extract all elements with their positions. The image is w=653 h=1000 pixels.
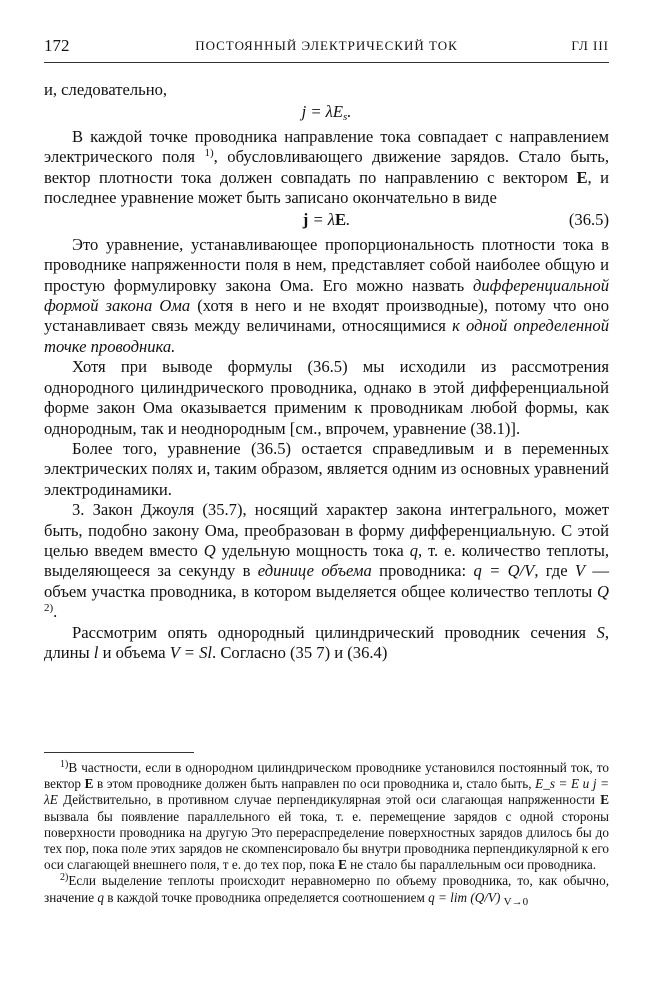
emphasis-differential-form: дифференциальной формой закона Ома — [44, 275, 609, 316]
paragraph-5: 3. Закон Джоуля (35.7), носящий характер закона интегрального, может быть, подобно закону Ома, преобразован в форму дифференциальную. С этой целью введем вместо Q удельную мощность тока q, т. е. количество теплоты, выделяющееся за секунду в единице объема проводника: q = Q/V, где V — объем участка проводника, в котором выделяется общее количество теплоты Q $^{2)}$. — [44, 500, 610, 622]
footnote-ref-1[interactable]: 1) — [204, 147, 214, 160]
footnote-divider — [44, 752, 194, 753]
chapter-label: ГЛ III — [571, 38, 609, 53]
equation-36-5: j = λE. (36.5) — [302, 210, 609, 230]
emphasis-one-point: к одной определенной точке проводника. — [44, 316, 609, 356]
footnote-2: $^{2)}$Если выделение теплоты происходит неравномерно по объему проводника, то, как обычно, значение q в каждой точке проводника определяется соотношением q = lim (Q/V) $_{V\to 0}$ — [44, 872, 609, 908]
paragraph-1: В каждой точке проводника направление тока совпадает с направлением электрического поля $^{1)}$, обусловливающего движение зарядов. Стало быть, вектор плотности тока должен совпадать по направлению с вектором E, и последнее уравнение может быть записано окончательно в виде — [44, 126, 609, 208]
footnote-1: $^{1)}$В частности, если в однородном цилиндрическом проводнике установился постоянный ток, то вектор E в этом проводнике должен быть направлен по оси проводника и, стало быть, E_s = E и j = λE Действительно, в противном случае перпендикулярная этой оси слагающая напряженности E вызвала бы появление параллельного ей тока, т. е. перемещение зарядов с одной стороны поверхности проводника на другую Это перераспределение поверхностных зарядов длилось бы до тех пор, пока поле этих зарядов не скомпенсировало бы внутри проводника перпендикулярной к его оси слагающей внешнего поля, т е. до тех пор, пока E не стало бы параллельным оси проводника. — [44, 759, 610, 873]
running-title: ПОСТОЯННЫЙ ЭЛЕКТРИЧЕСКИЙ ТОК — [195, 38, 458, 53]
paragraph-2: Это уравнение, устанавливающее пропорциональность плотности тока в проводнике напряженности поля в нем, представляет собой наиболее общую и простую формулировку закона Ома. Его можно назвать дифференциальной формой закона Ома (хотя в него и не входят производные), потому что оно устанавливает связь между величинами, относящимися к одной определенной точке проводника. — [44, 234, 609, 356]
footnotes — [44, 760, 609, 906]
intro-line: и, следовательно, — [44, 80, 168, 99]
running-header — [44, 36, 609, 63]
paragraph-3: Хотя при выводе формулы (36.5) мы исходили из рассмотрения однородного цилиндрического проводника, однако в этой дифференциальной форме закон Ома оказывается применим к проводникам любой формы, как однородным, так и неоднородным [см., впрочем, уравнение (38.1)]. — [44, 357, 609, 438]
footnote-ref-2[interactable]: 2) — [44, 602, 54, 615]
paragraph-4: Более того, уравнение (36.5) остается справедливым и в переменных электрических полях и, таким образом, является одним из основных уравнений электродинамики. — [44, 438, 609, 499]
paragraph-6: Рассмотрим опять однородный цилиндрический проводник сечения S, длины l и объема V = Sl. Согласно (35 7) и (36.4) — [44, 622, 609, 662]
main-text — [44, 80, 609, 663]
equation-number: (36.5) — [568, 210, 609, 230]
emphasis-unit-volume: единице объема — [257, 561, 372, 581]
equation-1: $j = \lambda E_s$. — [301, 102, 352, 124]
page-number: 172 — [44, 36, 70, 55]
